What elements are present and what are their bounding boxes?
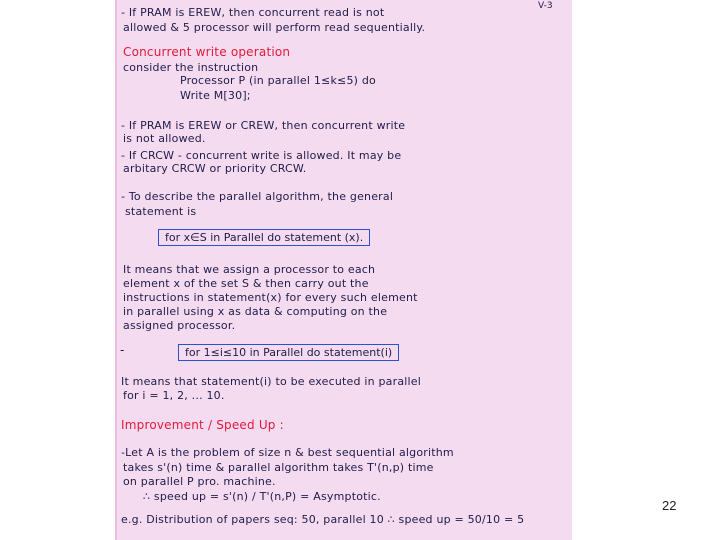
note-line: It means that we assign a processor to each — [123, 263, 376, 276]
note-line: consider the instruction — [123, 61, 259, 74]
note-line: Processor P (in parallel 1≤k≤5) do — [180, 74, 376, 87]
note-line: takes s'(n) time & parallel algorithm takes T'(n,p) time — [123, 461, 434, 474]
note-line: - If CRCW - concurrent write is allowed. It may be — [121, 149, 402, 162]
handwritten-note-page — [115, 0, 572, 540]
dash-mark: - — [120, 343, 125, 357]
heading-speed-up: Improvement / Speed Up : — [121, 418, 284, 432]
note-line: It means that statement(i) to be executed in parallel — [121, 375, 422, 388]
note-line: element x of the set S & then carry out the — [123, 277, 369, 290]
note-line: arbitary CRCW or priority CRCW. — [123, 162, 307, 175]
note-line: in parallel using x as data & computing on the — [123, 305, 388, 318]
note-line: for i = 1, 2, ... 10. — [123, 389, 225, 402]
boxed-statement-1: for x∈S in Parallel do statement (x). — [158, 229, 370, 246]
note-line: allowed & 5 processor will perform read sequentially. — [123, 21, 426, 34]
boxed-statement-2: for 1≤i≤10 in Parallel do statement(i) — [178, 344, 399, 361]
note-line: statement is — [125, 205, 197, 218]
note-line: - If PRAM is EREW or CREW, then concurrent write — [121, 119, 406, 132]
note-line: ∴ speed up = s'(n) / T'(n,P) = Asymptotic. — [143, 490, 381, 503]
note-line: instructions in statement(x) for every such element — [123, 291, 418, 304]
page-reference: V-3 — [538, 1, 553, 11]
page-margin-line — [115, 0, 117, 540]
note-line: - To describe the parallel algorithm, the general — [121, 190, 394, 203]
heading-concurrent-write: Concurrent write operation — [123, 45, 291, 59]
slide-number: 22 — [662, 498, 677, 513]
note-line: -Let A is the problem of size n & best sequential algorithm — [121, 446, 454, 459]
note-line: on parallel P pro. machine. — [123, 475, 276, 488]
note-line: is not allowed. — [123, 132, 206, 145]
note-line: Write M[30]; — [180, 89, 251, 102]
note-line: assigned processor. — [123, 319, 236, 332]
note-line: e.g. Distribution of papers seq: 50, parallel 10 ∴ speed up = 50/10 = 5 — [121, 513, 525, 526]
note-line: - If PRAM is EREW, then concurrent read is not — [121, 6, 385, 19]
